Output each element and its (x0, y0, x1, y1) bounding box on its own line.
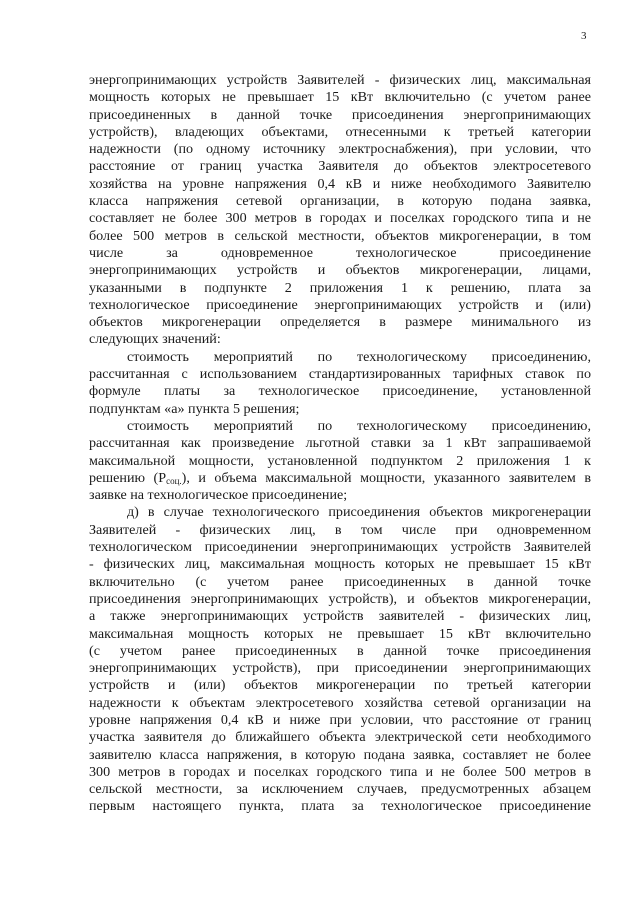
text-line: заявке на технологическое присоединение; (89, 487, 348, 504)
text-line: стоимость мероприятий по технологическому присоединению, (127, 348, 591, 365)
text-line: включительно (с учетом ранее присоединенных в данной точке (89, 573, 591, 590)
text-line: надежности к объектам электросетевого хозяйства сетевой организации на (89, 694, 591, 711)
text-line: 300 метров в городах и поселках городского типа и не более 500 метров в (89, 763, 591, 780)
text-line: а также энергопринимающих устройств заявителей - физических лиц, (89, 608, 591, 625)
text-line: объектов микрогенерации определяется в размере минимального из (89, 314, 591, 331)
text-line: надежности (по одному источнику электроснабжения), при условии, что (89, 141, 591, 158)
text-line: - физических лиц, максимальная мощность которых не превышает 15 кВт (89, 556, 591, 573)
text-line: подпунктам «а» пункта 5 решения; (89, 400, 300, 417)
text-line: максимальной мощности, установленной подпунктом 2 приложения 1 к (89, 452, 591, 469)
text-line: Заявителей - физических лиц, в том числе при одновременном (89, 521, 591, 538)
text-line: формуле платы за технологическое присоединение, установленной (89, 383, 591, 400)
text-line: (с учетом ранее присоединенных в данной точке присоединения (89, 642, 591, 659)
text-line: энергопринимающих устройств), при присоединении энергопринимающих (89, 660, 591, 677)
text-line: уровне напряжения 0,4 кВ и ниже при условии, что расстояние от границ (89, 711, 591, 728)
text-line: класса напряжения сетевой организации, в которую подана заявка, (89, 193, 591, 210)
text-line: заявителю класса напряжения, в которую подана заявка, составляет не более (89, 746, 591, 763)
text-line: устройств и (или) объектов микрогенерации по третьей категории (89, 677, 591, 694)
text-line: первым настоящего пункта, плата за технологическое присоединение (89, 798, 591, 815)
text-line: числе за одновременное технологическое присоединение (89, 244, 591, 261)
text-line: технологическое присоединение энергопринимающих устройств и (или) (89, 296, 591, 313)
text-line: энергопринимающих устройств и объектов микрогенерации, лицами, (89, 262, 591, 279)
text-line: устройств), владеющих объектами, отнесенными к третьей категории (89, 123, 591, 140)
text-line: составляет не более 300 метров в городах и поселках городского типа и не (89, 210, 591, 227)
text-line: максимальная мощность которых не превышает 15 кВт включительно (89, 625, 591, 642)
text-line: рассчитанная с использованием стандартизированных тарифных ставок по (89, 366, 591, 383)
text-line: энергопринимающих устройств Заявителей - физических лиц, максимальная (89, 72, 591, 88)
text-line: расстояние от границ участка Заявителя до объектов электросетевого (89, 158, 591, 175)
text-line: рассчитанная как произведение льготной ставки за 1 кВт запрашиваемой (89, 435, 591, 452)
text-line: следующих значений: (89, 331, 221, 348)
text-line: стоимость мероприятий по технологическому присоединению, (127, 417, 591, 434)
text-line-with-subscript (89, 470, 591, 487)
subscript: соц. (166, 475, 182, 486)
text-fragment: ), и объема максимальной мощности, указанного заявителем в (181, 469, 591, 486)
text-fragment: решению (P (89, 469, 167, 486)
text-line: присоединения энергопринимающих устройств), и объектов микрогенерации, (89, 590, 591, 607)
text-line: сельской местности, за исключением случаев, предусмотренных абзацем (89, 781, 591, 798)
text-line: присоединенных в данной точке присоединения энергопринимающих (89, 106, 591, 123)
page-number: 3 (581, 30, 587, 42)
text-line: хозяйства на уровне напряжения 0,4 кВ и ниже необходимого Заявителю (89, 175, 591, 192)
text-line: указанными в подпункте 2 приложения 1 к решению, плата за (89, 279, 591, 296)
text-line: мощность которых не превышает 15 кВт включительно (с учетом ранее (89, 89, 591, 106)
text-line: д) в случае технологического присоединения объектов микрогенерации (127, 504, 591, 521)
text-line: более 500 метров в сельской местности, объектов микрогенерации, в том (89, 227, 591, 244)
text-line: участка заявителя до ближайшего объекта электрической сети необходимого (89, 729, 591, 746)
document-body (89, 72, 591, 816)
text-line: технологическом присоединении энергопринимающих устройств Заявителей (89, 539, 591, 556)
